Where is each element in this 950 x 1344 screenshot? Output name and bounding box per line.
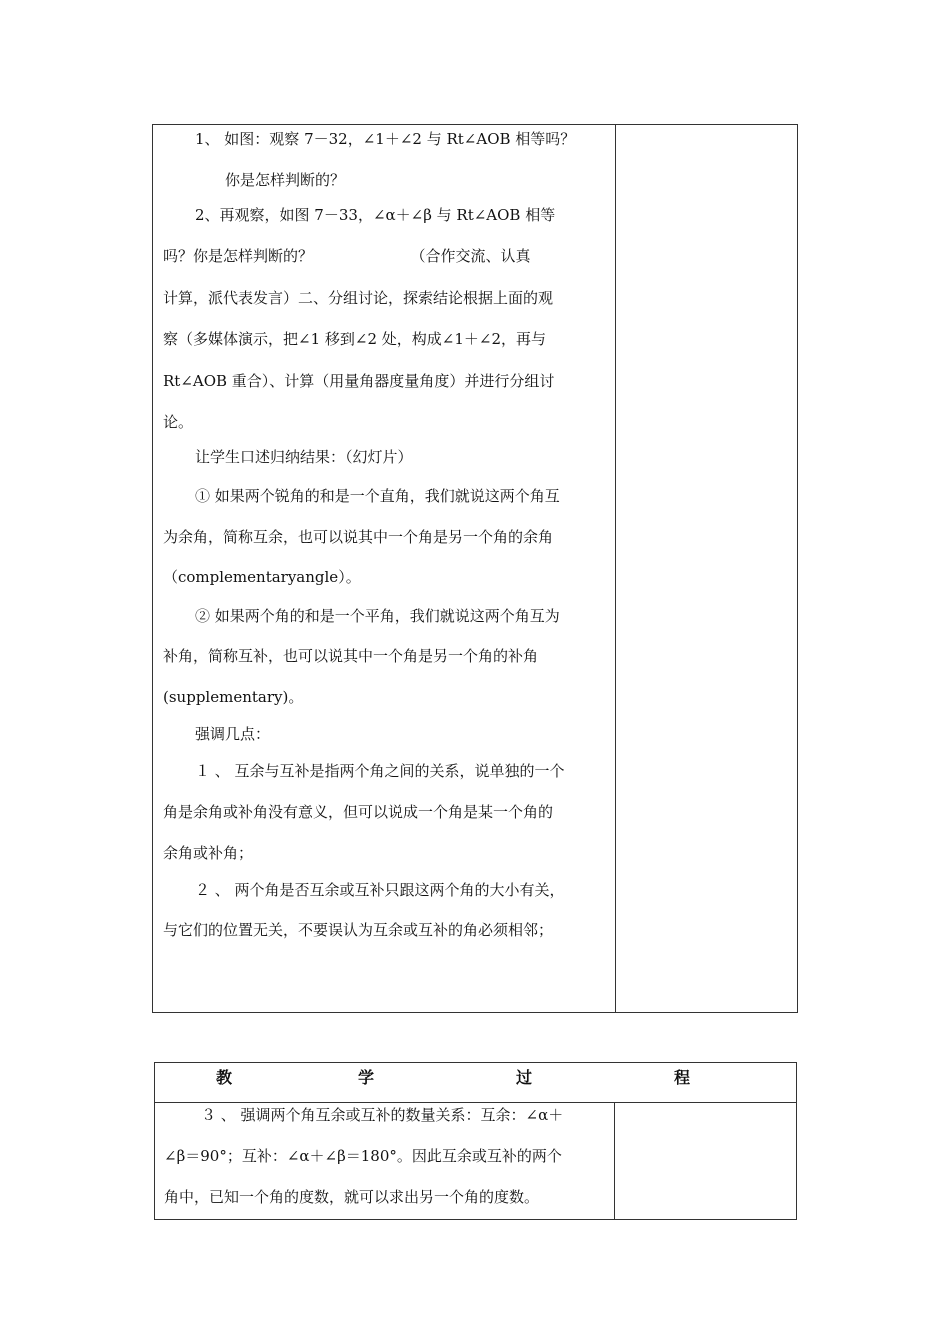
text-line: 强调几点：: [195, 725, 271, 743]
text-line: 为余角，简称互余，也可以说其中一个角是另一个角的余角: [163, 528, 554, 546]
text-line: 角是余角或补角没有意义，但可以说成一个角是某一个角的: [163, 803, 554, 821]
text-line: ∠β＝90°；互补：∠α＋∠β＝180°。因此互余或互补的两个: [164, 1147, 562, 1165]
text-line: （complementaryangle）。: [163, 568, 361, 586]
header-char: 教: [216, 1068, 233, 1087]
lesson-table-2: [154, 1062, 797, 1220]
text-line: ３ 、 强调两个角互余或互补的数量关系：互余：∠α＋: [201, 1106, 564, 1124]
header-char: 过: [516, 1068, 533, 1087]
text-line: 你是怎样判断的？: [225, 171, 346, 189]
lesson-table-1: [152, 124, 798, 1013]
text-line: 角中，已知一个角的度数，就可以求出另一个角的度数。: [164, 1188, 540, 1206]
text-line: 1、 如图：观察 7－32，∠1＋∠2 与 Rt∠AOB 相等吗？: [195, 130, 576, 148]
text-line: 论。: [163, 413, 194, 431]
column-divider: [615, 125, 616, 1012]
text-line: 吗？你是怎样判断的？ （合作交流、认真: [163, 247, 531, 265]
text-line: ② 如果两个角的和是一个平角，我们就说这两个角互为: [195, 607, 560, 625]
text-line: ① 如果两个锐角的和是一个直角，我们就说这两个角互: [195, 487, 560, 505]
text-line: (supplementary)。: [163, 688, 304, 706]
text-line: 与它们的位置无关，不要误认为互余或互补的角必须相邻；: [163, 921, 554, 939]
column-divider: [614, 1102, 615, 1219]
text-line: 补角，简称互补，也可以说其中一个角是另一个角的补角: [163, 647, 539, 665]
text-line: 2、再观察，如图 7－33，∠α＋∠β 与 Rt∠AOB 相等: [195, 206, 556, 224]
header-char: 学: [358, 1068, 375, 1087]
text-line: 察（多媒体演示，把∠1 移到∠2 处，构成∠1＋∠2，再与: [163, 330, 546, 348]
text-line: 余角或补角；: [163, 844, 254, 862]
text-line: ２ 、 两个角是否互余或互补只跟这两个角的大小有关，: [195, 881, 565, 899]
header-divider: [155, 1102, 796, 1103]
header-char: 程: [674, 1068, 691, 1087]
text-line: 让学生口述归纳结果：（幻灯片）: [195, 448, 413, 466]
text-line: １ 、 互余与互补是指两个角之间的关系，说单独的一个: [195, 762, 565, 780]
text-line: Rt∠AOB 重合）、计算（用量角器度量角度）并进行分组讨: [163, 372, 555, 390]
text-line: 计算，派代表发言）二、分组讨论，探索结论根据上面的观: [163, 289, 554, 307]
